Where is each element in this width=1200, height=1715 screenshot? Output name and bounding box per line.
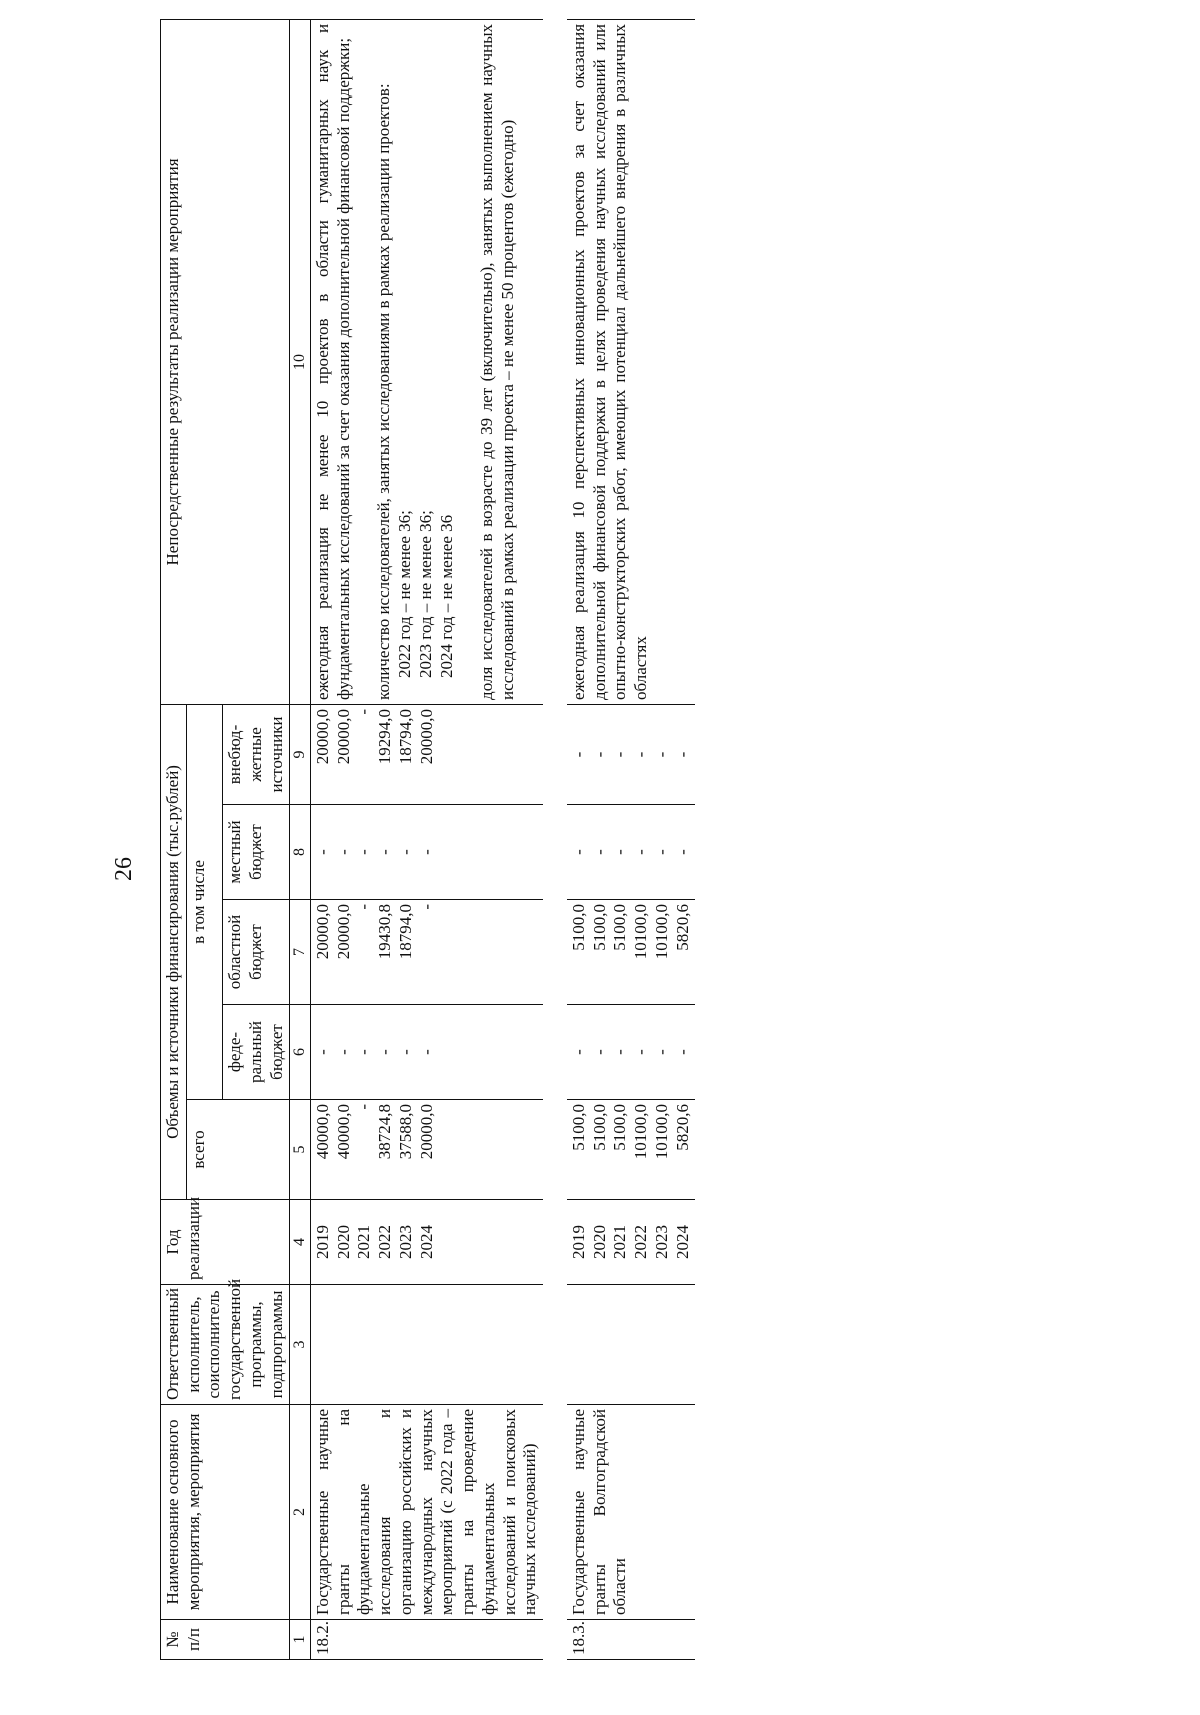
- result-year-item: 2024 год – не менее 36: [436, 514, 456, 678]
- total-value: 10100,0: [631, 1104, 651, 1160]
- header-regional: областной бюджет: [223, 900, 290, 1005]
- results-cell: [310, 19, 543, 704]
- header-local: местный бюджет: [223, 805, 290, 900]
- regional-value: 20000,0: [312, 904, 332, 960]
- year-value: 2019: [312, 1225, 332, 1259]
- year-value: 2023: [395, 1225, 415, 1259]
- row-number: 18.2.: [310, 1620, 543, 1660]
- year-value: 2022: [375, 1225, 395, 1259]
- federal-value: -: [631, 1049, 651, 1055]
- regional-value: 20000,0: [333, 904, 353, 960]
- header-executor: Ответственный исполнитель, соисполнитель государственной программы, подпрограммы: [161, 1285, 290, 1405]
- regional-value: -: [354, 904, 374, 910]
- header-extrabudget: внебюд-жетные источники: [223, 704, 290, 804]
- header-num: № п/п: [161, 1620, 290, 1660]
- federal-value: -: [354, 1049, 374, 1055]
- federal-value: -: [416, 1049, 436, 1055]
- extrabudget-value: -: [569, 751, 588, 758]
- regional-value: 18794,0: [395, 904, 415, 960]
- column-number: 10: [290, 19, 311, 704]
- federal-value: -: [395, 1049, 415, 1055]
- row-number: 18.3.: [567, 1620, 695, 1660]
- column-number: 7: [290, 900, 311, 1005]
- local-list: [567, 805, 695, 900]
- total-list: [310, 1100, 543, 1200]
- result-text: доля исследователей в возрасте до 39 лет (включительно), занятых выполнением научных исследований в рамках реализации проекта – не менее 50 процентов (ежегодно): [477, 23, 518, 700]
- local-value: -: [631, 849, 651, 855]
- result-text: ежегодная реализация не менее 10 проектов в области гуманитарных наук и фундаментальных исследований за счет оказания дополнительной финансовой поддержки;: [312, 23, 353, 700]
- header-year: Год реализации: [161, 1200, 290, 1285]
- regional-value: 5100,0: [569, 904, 588, 951]
- header-results: Непосредственные результаты реализации мероприятия: [161, 19, 290, 704]
- measure-name: Государственные научные гранты на фундаментальные исследования и организацию российских и международных научных мероприятий (с 2022 года – гранты на проведение фундаментальных исследований и поисковых научных исследований): [310, 1405, 543, 1620]
- result-year-item: 2023 год – не менее 36;: [415, 510, 435, 678]
- column-number: 1: [290, 1620, 311, 1660]
- local-value: -: [312, 849, 332, 855]
- header-federal: феде-ральный бюджет: [223, 1005, 290, 1100]
- extrabudget-value: -: [589, 751, 609, 758]
- regional-value: 5820,6: [672, 904, 692, 951]
- year-value: 2019: [569, 1225, 588, 1259]
- local-value: -: [333, 849, 353, 855]
- federal-value: -: [333, 1049, 353, 1055]
- federal-value: -: [312, 1049, 332, 1055]
- total-value: 5100,0: [589, 1104, 609, 1151]
- column-number: 2: [290, 1405, 311, 1620]
- year-list: [310, 1200, 543, 1285]
- year-value: 2022: [631, 1225, 651, 1259]
- result-text: количество исследователей, занятых исследованиями в рамках реализации проектов:: [374, 83, 394, 700]
- year-value: 2023: [651, 1225, 671, 1259]
- local-value: -: [610, 849, 630, 855]
- extrabudget-value: 20000,0: [416, 708, 436, 765]
- local-value: -: [416, 849, 436, 855]
- header-name: Наименование основного мероприятия, мероприятия: [161, 1405, 290, 1620]
- result-year-item: 2022 год – не менее 36;: [395, 510, 415, 678]
- column-number-row: [290, 19, 311, 1659]
- total-value: 5100,0: [610, 1104, 630, 1151]
- regional-value: -: [416, 904, 436, 910]
- column-number: 3: [290, 1285, 311, 1405]
- year-value: 2021: [354, 1225, 374, 1259]
- regional-value: 5100,0: [589, 904, 609, 951]
- column-number: 8: [290, 805, 311, 900]
- total-value: 20000,0: [416, 1104, 436, 1160]
- local-value: -: [375, 849, 395, 855]
- local-value: -: [672, 849, 692, 855]
- extrabudget-value: 20000,0: [333, 708, 353, 765]
- local-value: -: [589, 849, 609, 855]
- executor-cell: [567, 1285, 695, 1405]
- total-value: -: [354, 1104, 374, 1110]
- regional-list: [310, 900, 543, 1005]
- rotated-table-sheet: [160, 20, 1200, 1660]
- results-cell: [567, 19, 695, 704]
- extrabudget-value: -: [631, 751, 651, 758]
- federal-value: -: [610, 1049, 630, 1055]
- extrabudget-list: [567, 704, 695, 804]
- column-number: 4: [290, 1200, 311, 1285]
- total-value: 38724,8: [375, 1104, 395, 1160]
- extrabudget-list: [310, 704, 543, 804]
- header-including: в том числе: [186, 704, 222, 1099]
- year-value: 2020: [333, 1225, 353, 1259]
- federal-list: [567, 1005, 695, 1100]
- program-table: [160, 19, 695, 1660]
- federal-value: -: [651, 1049, 671, 1055]
- local-value: -: [354, 849, 374, 855]
- regional-value: 10100,0: [631, 904, 651, 960]
- year-list: [567, 1200, 695, 1285]
- table-row: [567, 19, 695, 1659]
- column-number: 5: [290, 1100, 311, 1200]
- regional-value: 19430,8: [375, 904, 395, 960]
- local-value: -: [651, 849, 671, 855]
- federal-value: -: [569, 1049, 588, 1055]
- total-value: 5100,0: [569, 1104, 588, 1151]
- local-value: -: [569, 849, 588, 855]
- header-total: всего: [186, 1100, 290, 1200]
- extrabudget-value: -: [610, 751, 630, 758]
- header-funding-group: Объемы и источники финансирования (тыс.рублей): [161, 704, 187, 1199]
- federal-value: -: [672, 1049, 692, 1055]
- total-value: 10100,0: [651, 1104, 671, 1160]
- total-value: 37588,0: [395, 1104, 415, 1160]
- measure-name: Государственные научные гранты Волгоградской области: [567, 1405, 695, 1620]
- result-year-list: [395, 24, 457, 700]
- local-value: -: [395, 849, 415, 855]
- year-value: 2024: [672, 1225, 692, 1259]
- total-list: [567, 1100, 695, 1200]
- total-value: 40000,0: [333, 1104, 353, 1160]
- extrabudget-value: 19294,0: [375, 708, 395, 765]
- federal-value: -: [589, 1049, 609, 1055]
- extrabudget-value: 20000,0: [312, 708, 332, 765]
- year-value: 2024: [416, 1225, 436, 1259]
- extrabudget-value: -: [354, 708, 374, 715]
- page-number: 26: [111, 857, 137, 881]
- regional-value: 10100,0: [651, 904, 671, 960]
- year-value: 2021: [610, 1225, 630, 1259]
- regional-value: 5100,0: [610, 904, 630, 951]
- column-number: 6: [290, 1005, 311, 1100]
- year-value: 2020: [589, 1225, 609, 1259]
- result-text: ежегодная реализация 10 перспективных инновационных проектов за счет оказания дополнительной финансовой поддержки в целях проведения научных исследований или опытно-конструкторских работ, имеющих потенциал дальнейшего внедрения в различных областях: [569, 23, 651, 700]
- table-row: [310, 19, 543, 1659]
- column-number: 9: [290, 704, 311, 804]
- total-value: 40000,0: [312, 1104, 332, 1160]
- regional-list: [567, 900, 695, 1005]
- total-value: 5820,6: [672, 1104, 692, 1151]
- local-list: [310, 805, 543, 900]
- extrabudget-value: 18794,0: [395, 708, 415, 765]
- row-spacer: [543, 19, 567, 1659]
- federal-list: [310, 1005, 543, 1100]
- extrabudget-value: -: [651, 751, 671, 758]
- federal-value: -: [375, 1049, 395, 1055]
- executor-cell: [310, 1285, 543, 1405]
- extrabudget-value: -: [672, 751, 692, 758]
